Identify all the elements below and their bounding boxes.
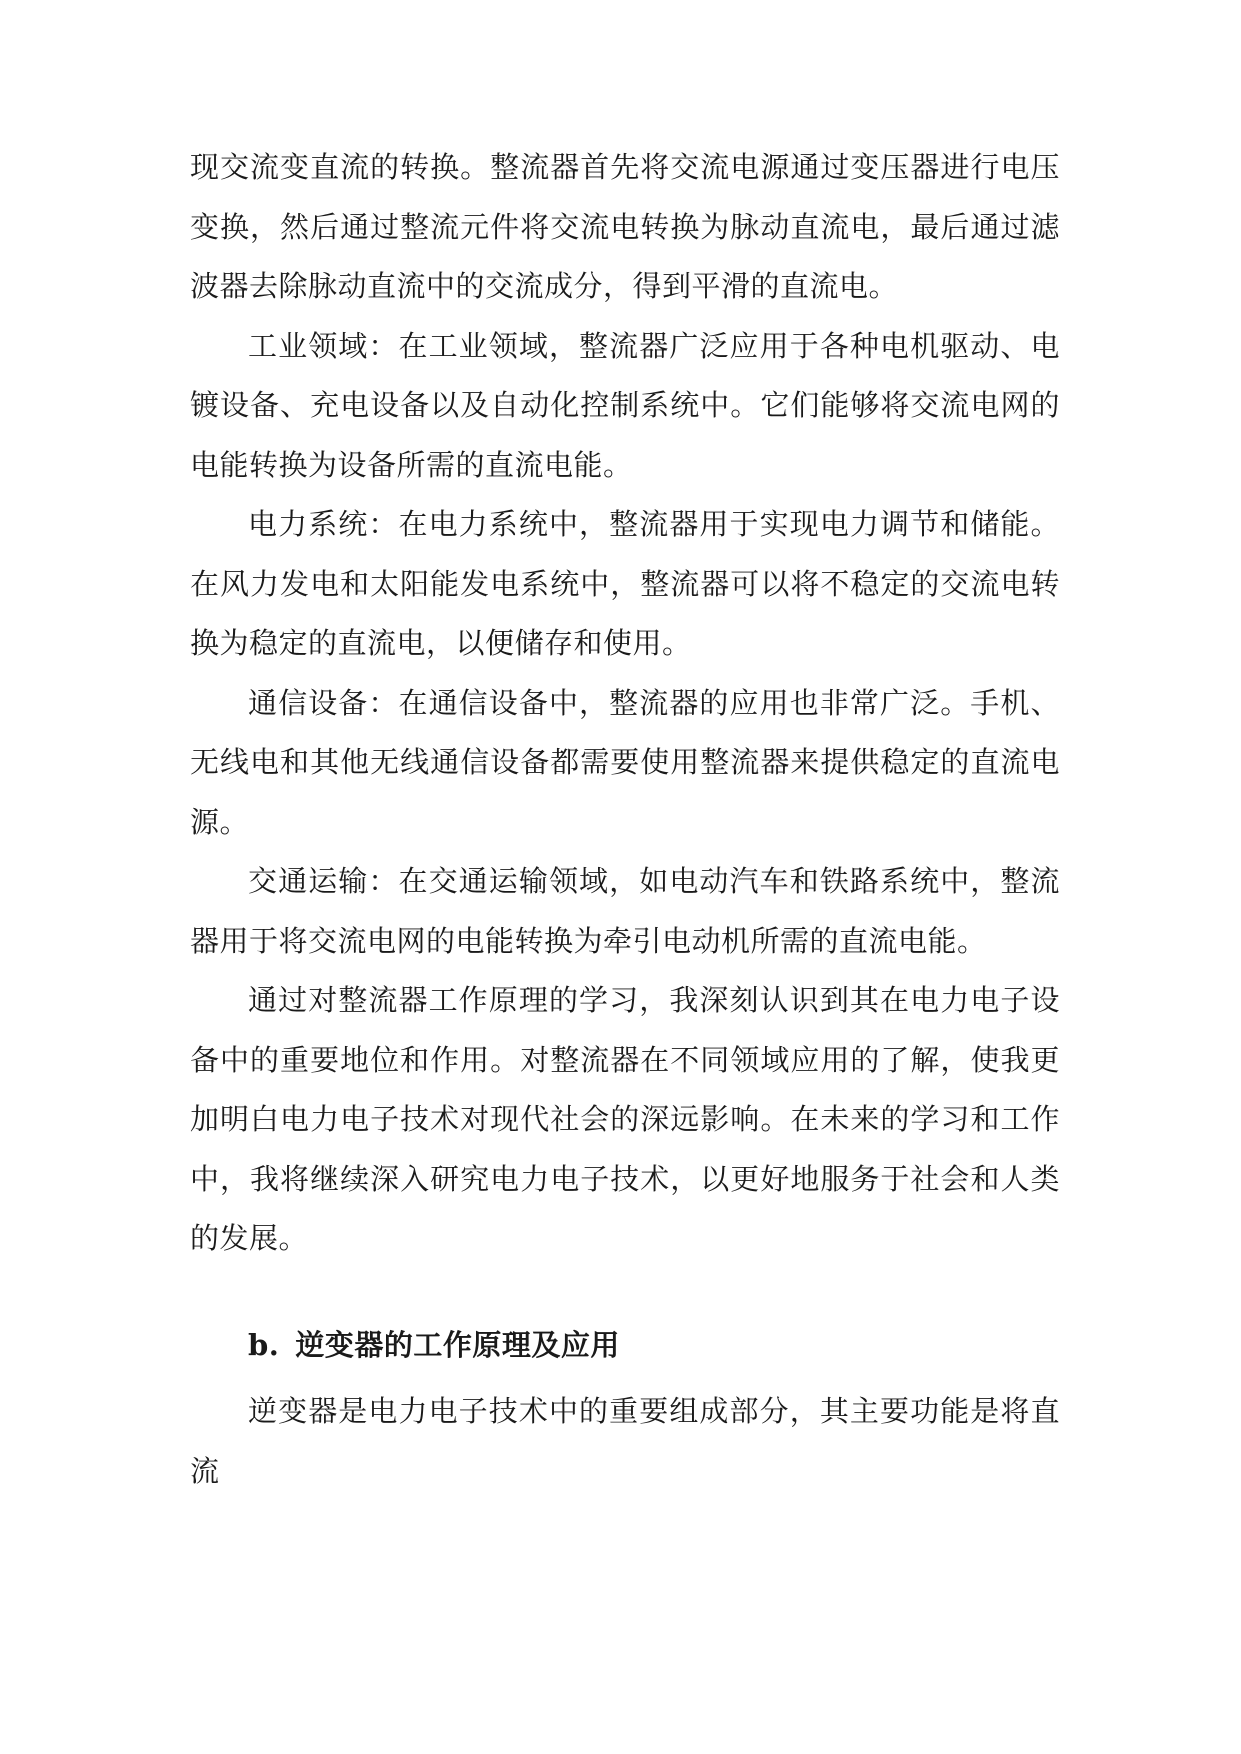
section-marker: b. <box>248 1327 280 1362</box>
paragraph-inverter-intro: 逆变器是电力电子技术中的重要组成部分，其主要功能是将直流 <box>190 1394 1060 1488</box>
page-content <box>190 138 1060 1501</box>
section-title: 逆变器的工作原理及应用 <box>295 1327 620 1362</box>
paragraph-transportation: 交通运输：在交通运输领域，如电动汽车和铁路系统中，整流器用于将交流电网的电能转换为牵引电动机所需的直流电能。 <box>190 864 1060 958</box>
paragraph-communication-equipment: 通信设备：在通信设备中，整流器的应用也非常广泛。手机、无线电和其他无线通信设备都需要使用整流器来提供稳定的直流电源。 <box>190 685 1060 839</box>
section-heading <box>190 1316 1060 1376</box>
paragraph-rectifier-continuation: 现交流变直流的转换。整流器首先将交流电源通过变压器进行电压变换，然后通过整流元件将交流电转换为脉动直流电，最后通过滤波器去除脉动直流中的交流成分，得到平滑的直流电。 <box>190 150 1060 303</box>
paragraph-power-system: 电力系统：在电力系统中，整流器用于实现电力调节和储能。在风力发电和太阳能发电系统中，整流器可以将不稳定的交流电转换为稳定的直流电，以便储存和使用。 <box>190 507 1060 660</box>
paragraph-rectifier-summary: 通过对整流器工作原理的学习，我深刻认识到其在电力电子设备中的重要地位和作用。对整流器在不同领域应用的了解，使我更加明白电力电子技术对现代社会的深远影响。在未来的学习和工作中，我将继续深入研究电力电子技术，以更好地服务于社会和人类的发展。 <box>190 983 1060 1255</box>
paragraph-industrial-field: 工业领域：在工业领域，整流器广泛应用于各种电机驱动、电镀设备、充电设备以及自动化控制系统中。它们能够将交流电网的电能转换为设备所需的直流电能。 <box>190 328 1060 482</box>
